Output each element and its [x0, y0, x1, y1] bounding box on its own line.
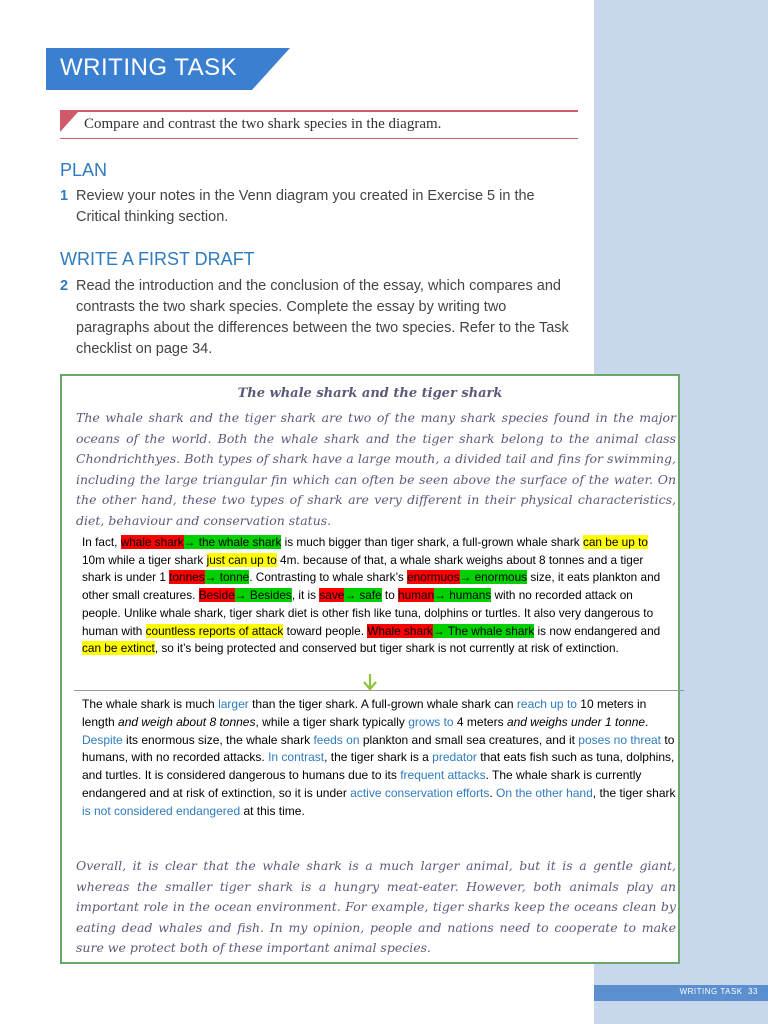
correction-highlight: → enormous [459, 570, 528, 585]
keyword: frequent attacks [400, 768, 486, 783]
essay-introduction: The whale shark and the tiger shark are two of the many shark species found in the major oceans of the world. Both the whale shark and the tiger shark belong to the animal class Chondrichthyes. Both types of shark have a large mouth, a divided tail and fins for swimming, including the large triangular fin which can often be seen above the surface of the water. On the other hand, these two types of shark are very different in their physical characteristics, diet, behaviour and conservation status. [76, 410, 676, 528]
keyword: Despite [82, 732, 123, 747]
draft-step-number: 2 [60, 278, 69, 294]
keyword: predator [432, 750, 477, 765]
error-highlight: save [319, 588, 345, 603]
correction-highlight: → the whale shark [183, 535, 282, 549]
correction-highlight: → safe [344, 588, 382, 603]
error-highlight: human [398, 588, 435, 603]
task-marker-icon [60, 112, 78, 132]
keyword: active conservation efforts [350, 785, 490, 800]
keyword: feeds on [313, 732, 360, 747]
plan-heading: PLAN [60, 160, 108, 180]
keyword: In contrast [268, 750, 325, 765]
comment-highlight: just can up to [206, 552, 277, 567]
keyword: reach up to [516, 697, 577, 711]
comment-highlight: can be extinct [82, 641, 155, 656]
draft-step [60, 276, 580, 360]
keyword: On the other hand [496, 785, 593, 800]
student-draft-paragraph: In fact, whale shark→ the whale shark is much bigger than tiger shark, a full-grown whale shark can be up to 10m while a tiger shark just can up to 4m. because of that, a whale shark weighs about 8 tonnes and a tiger shark is under 1 tonnes→ tonne. Contrasting to whale shark’s enormuos→ enormous size, it eats plankton and other small creatures. Beside→ Besides, it is save→ safe to human→ humans with no recorded attack on people. Unlike whale shark, tiger shark diet is other fish like tuna, dolphins or turtles. It also very dangerous to human with countless reports of attack toward people. Whale shark→ The whale shark is now endangered and can be extinct, so it’s being protected and conserved but tiger shark is not currently at risk of extinction. [82, 535, 661, 656]
correction-highlight: → The whale shark [432, 623, 535, 638]
task-prompt-bar [60, 110, 578, 139]
comment-highlight: countless reports of attack [145, 623, 284, 638]
arrow-down-icon [360, 672, 380, 692]
correction-highlight: → tonne [204, 570, 250, 585]
footer-label: WRITING TASK [679, 987, 743, 996]
keyword: grows to [408, 714, 454, 729]
banner-title: WRITING TASK [60, 54, 238, 81]
essay-conclusion: Overall, it is clear that the whale shark is a much larger animal, but it is a gentle giant, whereas the smaller tiger shark is a hungry meat-eater. However, both animals play an important role in the ocean environment. For example, tiger sharks keep the oceans clean by eating dead whales and fish. In my opinion, people and nations need to cooperate to make sure we protect both of these important animal species. [76, 858, 676, 956]
keyword: is not considered endangered [82, 803, 241, 818]
error-highlight: tonnes [169, 570, 205, 585]
divider [74, 690, 684, 691]
correction-highlight: → humans [434, 588, 492, 603]
draft-heading: WRITE A FIRST DRAFT [60, 249, 255, 269]
plan-step-text: Review your notes in the Venn diagram you created in Exercise 5 in the Critical thinking section. [76, 188, 535, 225]
essay-title: The whale shark and the tiger shark [237, 386, 503, 401]
revised-paragraph: The whale shark is much larger than the tiger shark. A full-grown whale shark can reach up to 10 meters in length and weigh about 8 tonnes, while a tiger shark typically grows to 4 meters and weighs under 1 tonne. Despite its enormous size, the whale shark feeds on plankton and small sea creatures, and it poses no threat to humans, with no recorded attacks. In contrast, the tiger shark is a predator that eats fish such as tuna, dolphins, and turtles. It is considered dangerous to humans due to its frequent attacks. The whale shark is currently endangered and at risk of extinction, so it is under active conservation efforts. On the other hand, the tiger shark is not considered endangered at this time. [82, 697, 676, 818]
error-highlight: Beside [198, 588, 235, 603]
section-banner [46, 48, 290, 90]
essay-box [60, 374, 680, 964]
comment-highlight: can be up to [582, 535, 648, 549]
keyword: larger [218, 697, 249, 711]
correction-highlight: → Besides [234, 588, 292, 603]
page-number: 33 [748, 987, 758, 996]
plan-step-number: 1 [60, 188, 69, 204]
error-highlight: Whale shark [367, 623, 433, 638]
task-prompt: Compare and contrast the two shark species in the diagram. [84, 116, 442, 132]
error-highlight: whale shark [120, 535, 184, 549]
plan-step [60, 186, 580, 228]
draft-step-text: Read the introduction and the conclusion of the essay, which compares and contrasts the two shark species. Complete the essay by writing two paragraphs about the differences between the two species. Refer to the Task checklist on page 34. [76, 278, 569, 357]
keyword: poses no threat [578, 732, 662, 747]
page-footer [594, 985, 768, 1001]
error-highlight: enormuos [407, 570, 460, 585]
